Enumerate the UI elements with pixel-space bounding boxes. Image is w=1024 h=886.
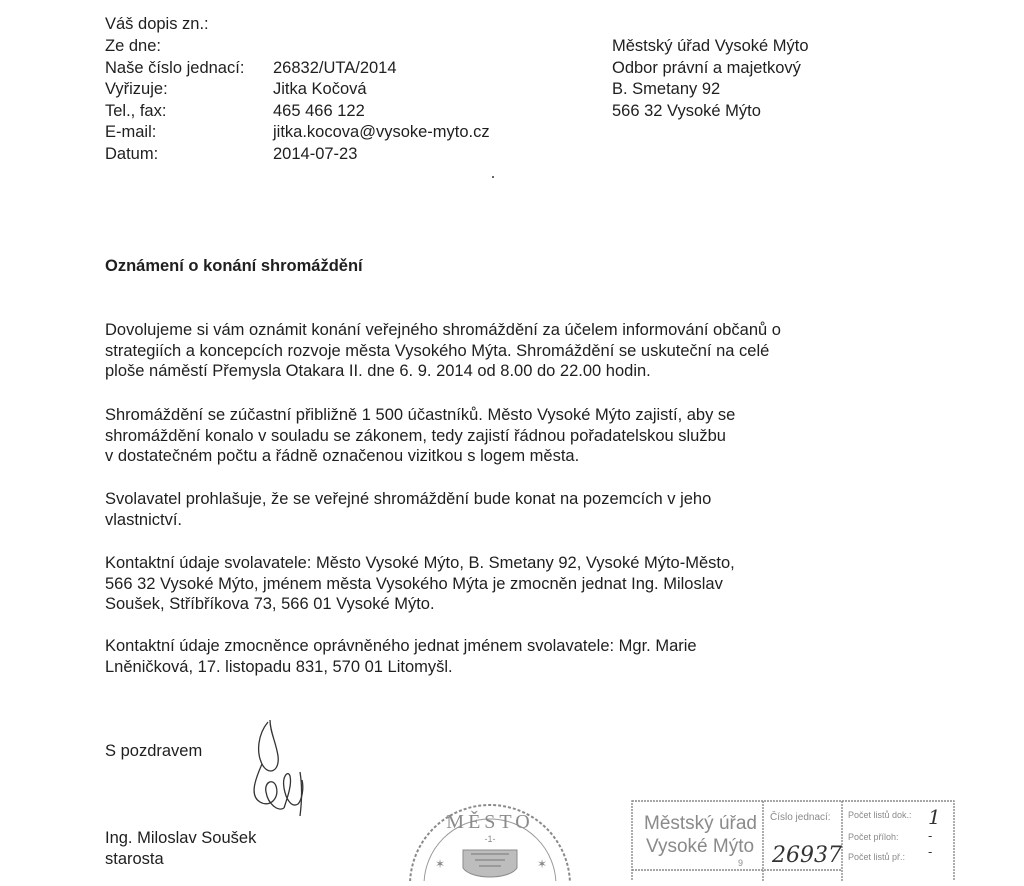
stamp-attachment-sheets-label: Počet listů př.: (848, 852, 906, 862)
svg-text:-1-: -1- (484, 834, 496, 844)
handwritten-signature (240, 712, 320, 837)
svg-text:✶: ✶ (435, 857, 446, 871)
recipient-line-4: 566 32 Vysoké Mýto (612, 102, 761, 120)
stamp-sheets-value: 1 (928, 805, 941, 829)
town-seal (405, 790, 575, 886)
recipient-line-3: B. Smetany 92 (612, 80, 721, 98)
paragraph-line: shromáždění konalo v souladu se zákonem, tedy zajistí řádnou pořadatelskou službu (105, 426, 726, 445)
our-ref-label: Naše číslo jednací: (105, 59, 245, 77)
stamp-handwritten-number: 26937 (772, 843, 842, 868)
recipient-line-1: Městský úřad Vysoké Mýto (612, 37, 809, 55)
stamp-office-line-2: Vysoké Mýto (646, 836, 755, 857)
paragraph (105, 636, 905, 677)
stamp-day-mark: 9 (738, 858, 744, 868)
date-value: 2014-07-23 (273, 145, 358, 163)
paragraph (105, 553, 905, 615)
stamp-attachment-sheets-value: - (928, 845, 933, 859)
signatory-role: starosta (105, 850, 164, 868)
paragraph-line: Kontaktní údaje svolavatele: Město Vysoké Mýto, B. Smetany 92, Vysoké Mýto-Město, (105, 554, 735, 572)
email-label: E-mail: (105, 123, 157, 141)
handled-by-value: Jitka Kočová (273, 80, 367, 98)
registry-stamp (630, 798, 960, 881)
phone-value: 465 466 122 (273, 102, 365, 120)
date-label: Datum: (105, 145, 159, 163)
stamp-office-line-1: Městský úřad (644, 813, 757, 834)
recipient-line-2: Odbor právní a majetkový (612, 59, 801, 77)
paragraph-line: Shromáždění se zúčastní přibližně 1 500 účastníků. Město Vysoké Mýto zajistí, aby se (105, 406, 736, 424)
stamp-attachments-value: - (928, 829, 933, 843)
paragraph-line: Svolavatel prohlašuje, že se veřejné shromáždění bude konat na pozemcích v jeho (105, 490, 712, 508)
stamp-sheets-label: Počet listů dok.: (848, 810, 912, 820)
svg-text:✶: ✶ (537, 857, 548, 871)
paragraph-line: ploše náměstí Přemysla Otakara II. dne 6. 9. 2014 od 8.00 do 22.00 hodin. (105, 362, 651, 380)
closing-greeting: S pozdravem (105, 742, 203, 760)
scan-speck (492, 176, 494, 178)
paragraph-line: vlastnictví. (105, 510, 183, 529)
document-title: Oznámení o konání shromáždění (105, 257, 363, 275)
email-value: jitka.kocova@vysoke-myto.cz (273, 123, 490, 141)
stamp-ref-number-label: Číslo jednací: (770, 812, 831, 823)
your-letter-label: Váš dopis zn.: (105, 15, 209, 33)
paragraph-line: v dostatečném počtu a řádně označenou vizitkou s logem města. (105, 447, 580, 465)
seal-text: MĚSTO (446, 811, 534, 833)
paragraph (105, 489, 905, 530)
paragraph (105, 405, 905, 467)
paragraph-line: 566 32 Vysoké Mýto, jménem města Vysokého Mýta je zmocněn jednat Ing. Miloslav (105, 574, 723, 593)
paragraph-line: Soušek, Stříbříkova 73, 566 01 Vysoké Mýto. (105, 595, 435, 613)
stamp-attachments-label: Počet příloh: (848, 832, 899, 842)
phone-label: Tel., fax: (105, 102, 167, 120)
paragraph-line: Lněničková, 17. listopadu 831, 570 01 Litomyšl. (105, 657, 453, 676)
paragraph (105, 320, 905, 382)
paragraph-line: Dovolujeme si vám oznámit konání veřejného shromáždění za účelem informování občanů o (105, 321, 781, 339)
paragraph-line: Kontaktní údaje zmocněnce oprávněného jednat jménem svolavatele: Mgr. Marie (105, 637, 697, 655)
signatory-name: Ing. Miloslav Soušek (105, 829, 257, 847)
handled-by-label: Vyřizuje: (105, 80, 168, 98)
from-date-label: Ze dne: (105, 37, 161, 55)
our-ref-value: 26832/UTA/2014 (273, 59, 397, 77)
paragraph-line: strategiích a koncepcích rozvoje města Vysokého Mýta. Shromáždění se uskuteční na celé (105, 341, 770, 360)
